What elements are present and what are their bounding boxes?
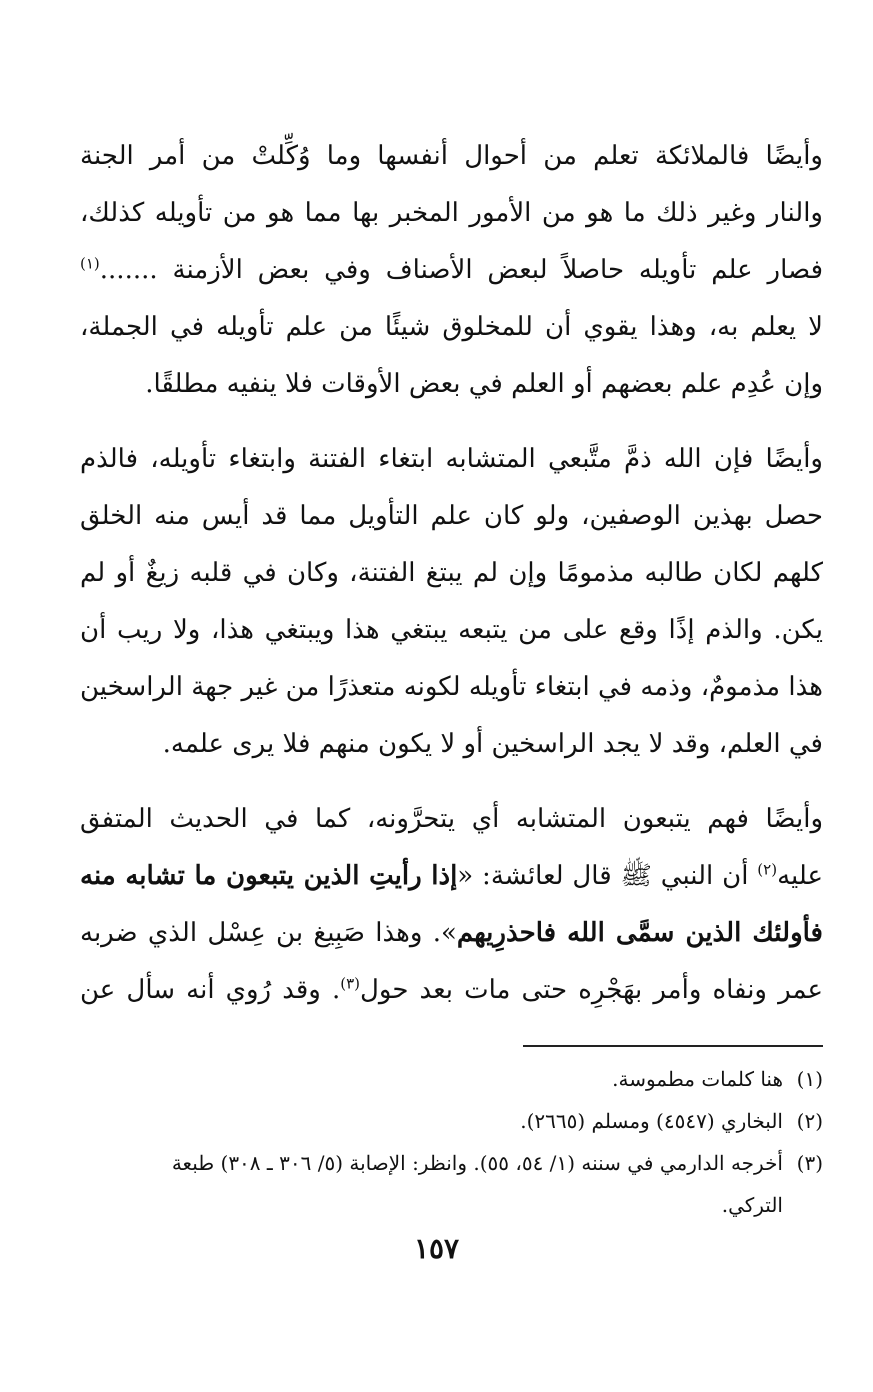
footnote-reference[interactable]: (٢) — [757, 860, 778, 879]
text-line: والنار وغير ذلك ما هو من الأمور المخبر بها مما هو من تأويله كذلك، — [80, 198, 823, 228]
text-line — [80, 848, 823, 905]
footnote-number: (٣) — [796, 1151, 823, 1175]
text-span: عليه — [777, 861, 823, 891]
footnote-item — [80, 1058, 823, 1100]
main-text — [80, 128, 823, 1019]
page-number: ١٥٧ — [413, 1232, 460, 1265]
footnote-number: (٢) — [796, 1109, 823, 1133]
text-line: هذا مذمومٌ، وذمه في ابتغاء تأويله لكونه متعذرًا من غير جهة الراسخين — [80, 672, 823, 702]
footnote-number: (١) — [796, 1067, 823, 1091]
text-line: وأيضًا فالملائكة تعلم من أحوال أنفسها وما وُكِّلتْ من أمر الجنة — [80, 141, 823, 171]
footnote-item — [80, 1142, 823, 1226]
text-line: يكن. والذم إذًا وقع على من يتبعه يبتغي هذا ويبتغي هذا، ولا ريب أن — [80, 615, 823, 645]
footnote-separator — [523, 1045, 823, 1047]
text-span: فصار علم تأويله حاصلاً لبعض الأصناف وفي بعض الأزمنة ....... — [99, 255, 823, 285]
hadith-quote: إذا رأيتِ الذين يتبعون ما تشابه منه — [80, 861, 458, 891]
footnote-line: أخرجه الدارمي في سننه (١/ ٥٤، ٥٥). وانظر: الإصابة (٥/ ٣٠٦ ـ ٣٠٨) طبعة — [171, 1151, 783, 1175]
text-line: لا يعلم به، وهذا يقوي أن للمخلوق شيئًا من علم تأويله في الجملة، — [80, 312, 823, 342]
footnote-text — [80, 1100, 783, 1142]
footnotes — [80, 1058, 823, 1226]
footnote-reference[interactable]: (٣) — [340, 974, 361, 993]
paragraph-gap — [80, 413, 823, 431]
footnote-reference[interactable]: (١) — [80, 254, 100, 273]
footnote-item — [80, 1100, 823, 1142]
paragraph-gap — [80, 773, 823, 791]
text-line: وأيضًا فإن الله ذمَّ متَّبعي المتشابه ابتغاء الفتنة وابتغاء تأويله، فالذم — [80, 444, 823, 474]
text-line — [80, 242, 823, 299]
text-line: وأيضًا فهم يتبعون المتشابه أي يتحرَّونه، كما في الحديث المتفق — [80, 804, 823, 834]
text-line: كلهم لكان طالبه مذمومًا وإن لم يبتغ الفتنة، وكان في قلبه زيغٌ أو لم — [80, 558, 823, 588]
footnote-line: التركي. — [721, 1193, 783, 1217]
text-span: أن النبي ﷺ قال لعائشة: « — [457, 861, 758, 891]
hadith-quote: فأولئك الذين سمَّى الله فاحذرِيهم — [456, 918, 823, 948]
text-line: حصل بهذين الوصفين، ولو كان علم التأويل مما قد أيس منه الخلق — [80, 501, 823, 531]
text-span: . وقد رُوي أنه سأل عن — [80, 975, 341, 1005]
text-line: في العلم، وقد لا يجد الراسخين أو لا يكون منهم فلا يرى علمه. — [162, 729, 823, 759]
footnote-text — [80, 1058, 783, 1100]
text-span: ». وهذا صَبِيغ بن عِسْل الذي ضربه — [80, 918, 457, 948]
footnote-line: هنا كلمات مطموسة. — [612, 1067, 783, 1091]
text-line: وإن عُدِم علم بعضهم أو العلم في بعض الأوقات فلا ينفيه مطلقًا. — [145, 369, 823, 399]
text-line — [80, 905, 823, 962]
text-span: عمر ونفاه وأمر بهَجْرِه حتى مات بعد حول — [360, 975, 823, 1005]
footnote-text — [80, 1142, 783, 1226]
text-line — [80, 962, 823, 1019]
footnote-line: البخاري (٤٥٤٧) ومسلم (٢٦٦٥). — [520, 1109, 783, 1133]
